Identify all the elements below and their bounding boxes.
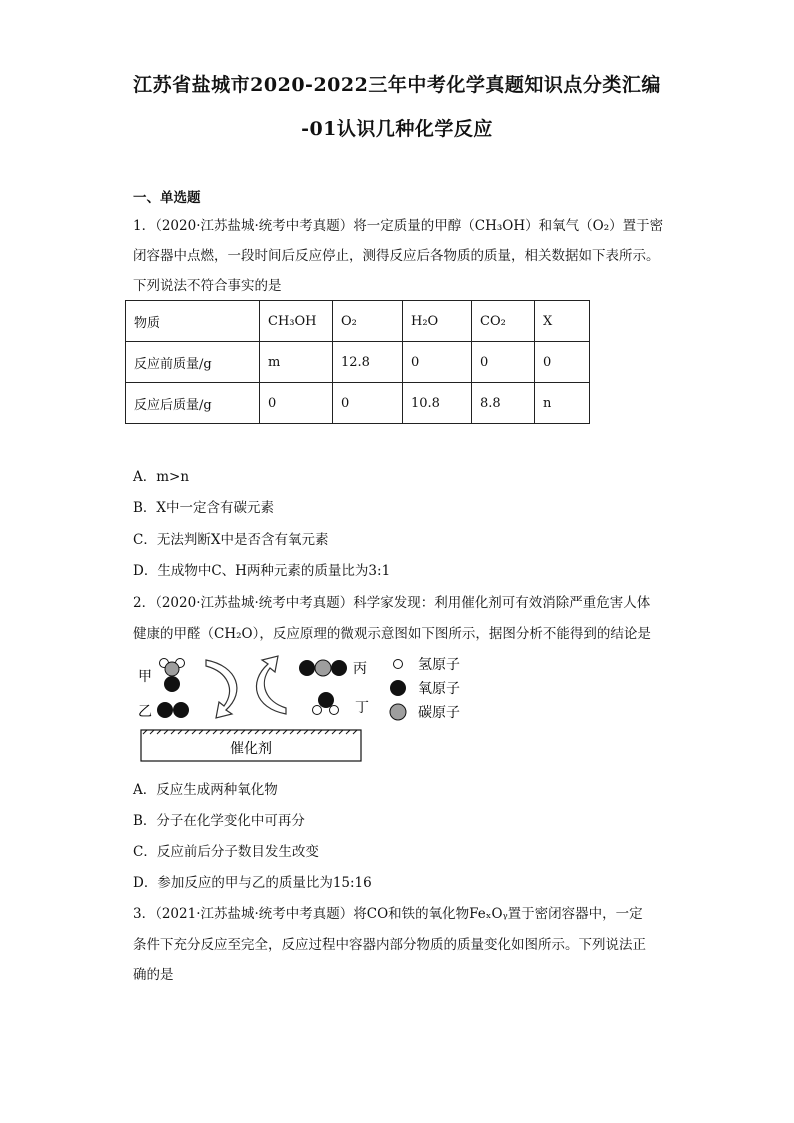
carbon-atom-icon bbox=[390, 704, 406, 720]
q2-option-a: A．反应生成两种氧化物 bbox=[133, 782, 278, 798]
q3-text-line3: 确的是 bbox=[133, 967, 174, 983]
q2-option-d: D．参加反应的甲与乙的质量比为15:16 bbox=[133, 875, 372, 891]
legend-oxygen: 氧原子 bbox=[418, 681, 460, 697]
table-cell: n bbox=[535, 383, 590, 424]
oxygen-atom-icon bbox=[318, 692, 334, 708]
table-cell: 10.8 bbox=[403, 383, 472, 424]
q1-text-line2: 闭容器中点燃，一段时间后反应停止，测得反应后各物质的质量，相关数据如下表所示。 bbox=[133, 248, 660, 264]
table-header-cell: H₂O bbox=[403, 301, 472, 342]
table-cell: 反应前质量/g bbox=[126, 342, 260, 383]
q1-text-line3: 下列说法不符合事实的是 bbox=[133, 278, 282, 294]
curved-arrow-icon bbox=[206, 660, 237, 718]
oxygen-atom-icon bbox=[390, 680, 406, 696]
q3-text-line1: 3．（2021·江苏盐城·统考中考真题）将CO和铁的氧化物FeₓOᵧ置于密闭容器中，一定 bbox=[133, 906, 643, 922]
hydrogen-atom-icon bbox=[394, 660, 403, 669]
legend-carbon: 碳原子 bbox=[418, 705, 460, 721]
label-yi: 乙 bbox=[138, 704, 152, 720]
q2-option-b: B．分子在化学变化中可再分 bbox=[133, 813, 305, 829]
hydrogen-atom-icon bbox=[330, 706, 339, 715]
label-ding: 丁 bbox=[355, 700, 369, 716]
curved-arrow-icon bbox=[256, 656, 286, 714]
q3-text-line2: 条件下充分反应至完全，反应过程中容器内部分物质的质量变化如图所示。下列说法正 bbox=[133, 937, 646, 953]
oxygen-atom-icon bbox=[164, 676, 180, 692]
table-cell: 12.8 bbox=[333, 342, 403, 383]
q1-option-a: A．m>n bbox=[133, 469, 190, 485]
q1-option-d: D．生成物中C、H两种元素的质量比为3:1 bbox=[133, 563, 391, 579]
q2-option-c: C．反应前后分子数目发生改变 bbox=[133, 844, 319, 860]
legend-hydrogen: 氢原子 bbox=[418, 657, 460, 673]
oxygen-atom-icon bbox=[157, 702, 173, 718]
oxygen-atom-icon bbox=[331, 660, 347, 676]
table-cell: 反应后质量/g bbox=[126, 383, 260, 424]
table-header-cell: X bbox=[535, 301, 590, 342]
hydrogen-atom-icon bbox=[313, 706, 322, 715]
q2-text-line2: 健康的甲醛（CH₂O），反应原理的微观示意图如下图所示，据图分析不能得到的结论是 bbox=[133, 626, 651, 642]
oxygen-atom-icon bbox=[299, 660, 315, 676]
table-row bbox=[126, 383, 590, 424]
table-header-cell: CH₃OH bbox=[260, 301, 333, 342]
table-header-cell: O₂ bbox=[333, 301, 403, 342]
table-cell: 0 bbox=[403, 342, 472, 383]
table-cell: 8.8 bbox=[472, 383, 535, 424]
catalyst-label: 催化剂 bbox=[230, 741, 272, 757]
q1-option-c: C．无法判断X中是否含有氧元素 bbox=[133, 532, 329, 548]
oxygen-atom-icon bbox=[173, 702, 189, 718]
carbon-atom-icon bbox=[315, 660, 331, 676]
reaction-diagram bbox=[136, 652, 476, 767]
table-header-cell: 物质 bbox=[126, 301, 260, 342]
section-heading: 一、单选题 bbox=[133, 190, 201, 206]
table-header-cell: CO₂ bbox=[472, 301, 535, 342]
page-title-line1: 江苏省盐城市2020-2022三年中考化学真题知识点分类汇编 bbox=[133, 74, 661, 96]
q2-text-line1: 2．（2020·江苏盐城·统考中考真题）科学家发现：利用催化剂可有效消除严重危害人体 bbox=[133, 595, 651, 611]
table-row bbox=[126, 342, 590, 383]
table-cell: 0 bbox=[535, 342, 590, 383]
table-header-row bbox=[126, 301, 590, 342]
label-bing: 丙 bbox=[353, 661, 367, 677]
table-cell: 0 bbox=[333, 383, 403, 424]
q1-text-line1: 1．（2020·江苏盐城·统考中考真题）将一定质量的甲醇（CH₃OH）和氧气（O₂）置于密 bbox=[133, 218, 664, 234]
table-cell: m bbox=[260, 342, 333, 383]
carbon-atom-icon bbox=[165, 662, 179, 676]
page-title-line2: -01认识几种化学反应 bbox=[301, 118, 493, 140]
label-jia: 甲 bbox=[138, 669, 152, 685]
q1-option-b: B．X中一定含有碳元素 bbox=[133, 500, 275, 516]
table-cell: 0 bbox=[260, 383, 333, 424]
q1-data-table bbox=[125, 300, 590, 424]
table-cell: 0 bbox=[472, 342, 535, 383]
